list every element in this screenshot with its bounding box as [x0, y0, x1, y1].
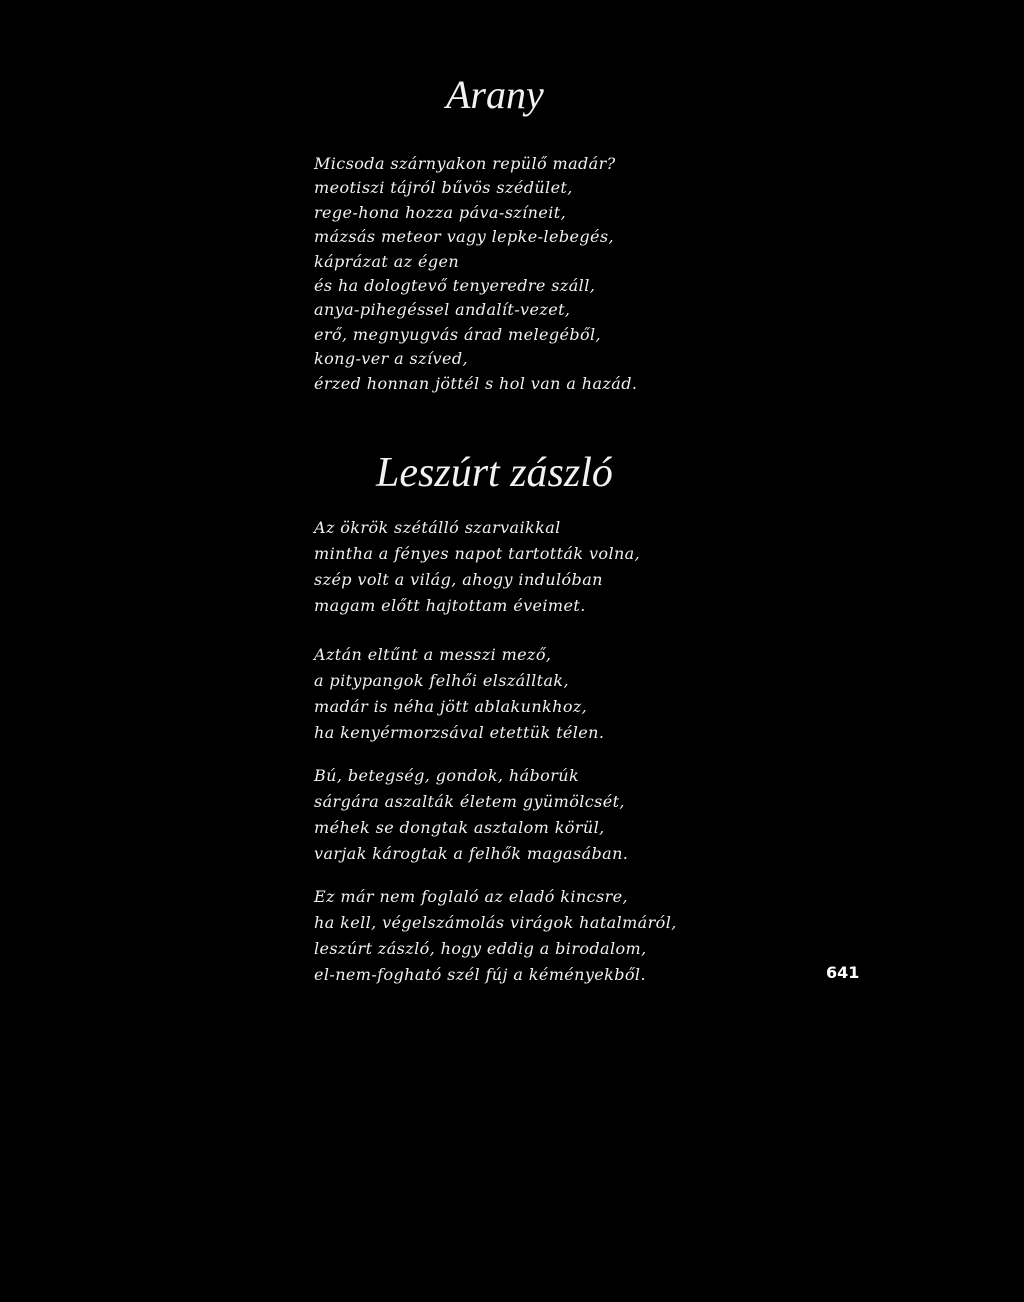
poem-line: erő, megnyugvás árad melegéből,	[314, 324, 602, 344]
poem-line: Aztán eltűnt a messzi mező,	[314, 645, 552, 664]
poem-line: sárgára aszalták életem gyümölcsét,	[314, 792, 625, 811]
poem-stanza-4	[314, 884, 677, 988]
poem-stanza-3	[314, 763, 628, 867]
poem-line: magam előtt hajtottam éveimet.	[314, 596, 586, 615]
poem-line: és ha dologtevő tenyeredre száll,	[314, 275, 596, 295]
page-number: 641	[826, 963, 860, 982]
poem-line: meotiszi tájról bűvös szédület,	[314, 178, 573, 198]
poem-line: madár is néha jött ablakunkhoz,	[314, 697, 588, 716]
poem-line: káprázat az égen	[314, 251, 460, 271]
poem-arany-body	[314, 152, 637, 396]
poem-line: méhek se dongtak asztalom körül,	[314, 818, 605, 837]
poem-line: érzed honnan jöttél s hol van a hazád.	[314, 373, 638, 393]
poem-line: el-nem-fogható szél fúj a kéményekből.	[314, 965, 646, 984]
poem-line: Ez már nem foglaló az eladó kincsre,	[314, 887, 628, 906]
poem-line: varjak károgtak a felhők magasában.	[314, 844, 629, 863]
poem-title-arany: Arany	[446, 72, 544, 117]
poem-line: anya-pihegéssel andalít-vezet,	[314, 300, 571, 320]
poem-line: ha kell, végelszámolás virágok hatalmáról,	[314, 913, 677, 932]
poem-line: rege-hona hozza páva-színeit,	[314, 202, 567, 222]
poem-line: Az ökrök szétálló szarvaikkal	[314, 518, 561, 537]
poem-stanza-2	[314, 642, 604, 746]
poem-line: kong-ver a szíved,	[314, 349, 468, 369]
poem-stanza-1	[314, 515, 640, 619]
poem-line: mázsás meteor vagy lepke-lebegés,	[314, 227, 614, 247]
poem-line: mintha a fényes napot tartották volna,	[314, 544, 641, 563]
poem-line: ha kenyérmorzsával etettük télen.	[314, 723, 605, 742]
poem-title-leszurt-zaszlo: Leszúrt zászló	[376, 450, 613, 496]
poem-line: Micsoda szárnyakon repülő madár?	[314, 154, 616, 173]
poem-line: leszúrt zászló, hogy eddig a birodalom,	[314, 939, 647, 958]
poem-line: a pitypangok felhői elszálltak,	[314, 671, 569, 690]
poem-line: Bú, betegség, gondok, háborúk	[314, 766, 580, 785]
poem-line: szép volt a világ, ahogy indulóban	[314, 570, 603, 589]
